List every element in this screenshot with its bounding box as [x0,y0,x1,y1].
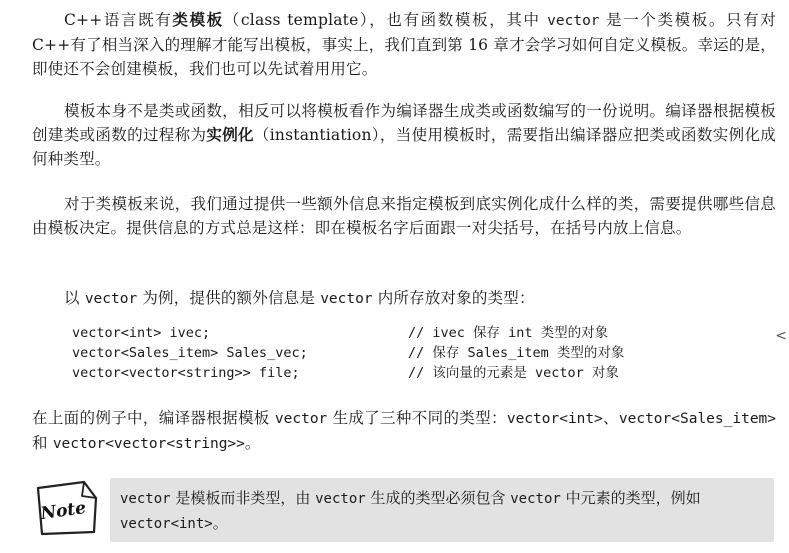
code-comment: // 保存 Sales_item 类型的对象 [408,345,625,361]
text-run: C++语言既有 [64,11,173,29]
code-term: vector [320,291,373,307]
paragraph-three-types [32,406,776,456]
text-run: 和 [32,434,53,452]
text-run: 。 [244,434,261,452]
paragraph-template-info [32,192,776,240]
note-text: vector 是模板而非类型，由 vector 生成的类型必须包含 vector 中元素的类型，例如 vector<int>。 [120,489,701,532]
note-box [110,478,774,542]
code-line [72,323,722,343]
text-run: 在上面的例子中，编译器根据模板 [32,409,275,427]
code-term: vector [274,411,328,427]
code-term: vector [547,13,600,29]
term-class-template: 类模板 [172,10,224,29]
text-run: 内所存放对象的类型： [372,289,535,307]
paragraph-instantiation [32,99,776,171]
code-example [72,323,722,383]
text-run: （instantiation），当使用模板时，需要指出编译器应把类或函数实例化成何种类型。 [32,126,777,168]
code-term: vector<vector<string>> [52,436,245,452]
code-comment: // 该向量的元素是 vector 对象 [408,365,619,381]
text-run: 以 [64,289,85,307]
text-run: 对于类模板来说，我们通过提供一些额外信息来指定模板到底实例化成什么样的类，需要提供哪些信息由模板决定。提供信息的方式总是这样：即在模板名字后面跟一对尖括号，在括号内放上信息。 [32,195,776,237]
paragraph-vector-example [32,286,776,311]
text-run: 、 [602,409,619,427]
code-statement: vector<Sales_item> Sales_vec; [72,345,308,361]
code-statement: vector<int> ivec; [72,325,211,341]
code-term: vector [84,291,138,307]
code-line [72,343,722,363]
text-run: 为例，提供的额外信息是 [137,289,321,307]
paragraph-class-template [32,8,776,81]
note-icon [34,478,102,538]
code-statement: vector<vector<string>> file; [72,365,300,381]
text-run: 模板本身不是类或函数，相反可以将模板看作为编译器生成类或函数编写的一份说明。编译器根据模板创建类或函数的过程称为 [32,102,776,144]
code-comment: // ivec 保存 int 类型的对象 [408,325,609,341]
text-run: 是一个类模板。只有对 C++有了相当深入的理解才能写出模板，事实上，我们直到第 16 章才会学习如何自定义模板。幸运的是，即使还不会创建模板，我们也可以先试着用用它。 [32,11,776,78]
code-line [72,363,722,383]
code-term: vector<Sales_item> [618,411,777,427]
term-instantiation: 实例化 [206,125,254,144]
text-run: （class template），也有函数模板，其中 [223,11,548,29]
note-icon-label: Note [39,497,88,525]
page-edge-mark: < [775,328,787,344]
text-run: 生成了三种不同的类型： [327,409,507,427]
code-term: vector<int> [506,411,603,427]
